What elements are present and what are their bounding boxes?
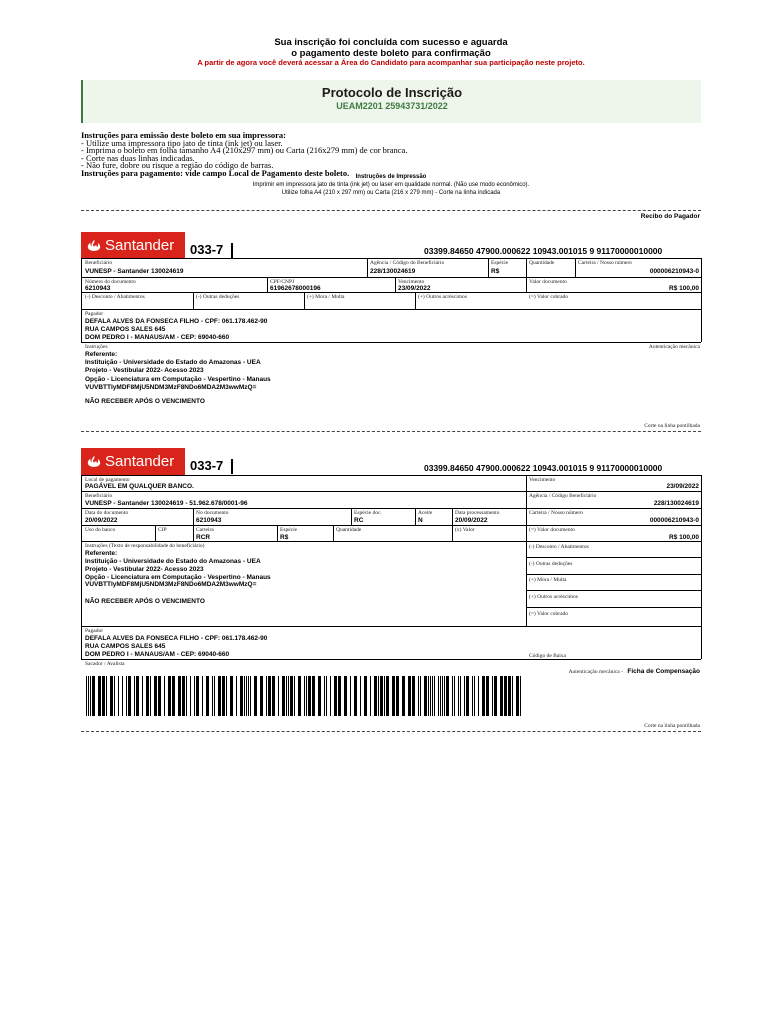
santander-flame-icon [87,455,101,469]
print-instruction-item: - Imprima o boleto em folha tamanho A4 (210x297 mm) ou Carta (216x279 mm) de cor branca. [81,145,408,155]
label-valor-cobrado: (=) Valor cobrado [529,294,569,300]
pagador-line: DEFALA ALVES DA FONSECA FILHO - CPF: 061.178.462-90 [85,635,268,642]
barcode-bar [430,676,431,716]
barcode-bar [88,676,89,716]
barcode-bar [486,676,489,716]
barcode-bar [106,676,107,716]
value-data-documento: 20/09/2022 [85,517,118,524]
label-carteira-nosso: Carteira / Nosso número [529,510,583,516]
barcode-bar [334,676,337,716]
barcode-bar [444,676,445,716]
protocol-code: UEAM2201 25943731/2022 [336,101,448,111]
barcode-bar [378,676,379,716]
santander-name: Santander [105,237,175,254]
instrucoes-line: Instituição - Universidade do Estado do Amazonas - UEA [85,558,261,565]
barcode-bar [226,676,227,716]
label-agencia: Agência / Código Beneficiário [529,493,597,499]
instrucoes-line: Instituição - Universidade do Estado do Amazonas - UEA [85,359,261,366]
barcode-bar [324,676,325,716]
barcode-bar [440,676,441,716]
print-instruction-item: - Não fure, dobre ou risque a região do código de barras. [81,160,274,170]
santander-logo [81,232,185,259]
print-instruction-item: - Corte nas duas linhas indicadas. [81,152,195,163]
label-instrucoes: Instruções [85,344,108,350]
barcode-bar [202,676,203,716]
barcode-bar [508,676,511,716]
barcode-bar [338,676,341,716]
barcode-bar [282,676,285,716]
instrucoes-line: Referente: [85,351,118,358]
barcode-bar [128,676,131,716]
label-especie: Espécie [491,260,509,266]
cut-line [81,210,701,211]
barcode-bar [272,676,275,716]
label-codigo-baixa: Código de Baixa [529,653,566,659]
barcode-bar [420,676,421,716]
barcode-bar [114,676,115,716]
label-mora: (+) Mora / Multa [307,294,345,300]
impressao-title: Instruções de Impressão [355,174,427,180]
label-carteira-nosso: Carteira / Nosso número [578,260,632,266]
pagador-line: RUA CAMPOS SALES 645 [85,643,166,650]
print-instruction-item: - Utilize uma impressora tipo jato de tinta (ink jet) ou laser. [81,137,283,148]
barcode-bar [304,676,305,716]
barcode-bar [194,676,195,716]
barcode-bar [158,676,161,716]
barcode-bar [402,676,405,716]
print-instructions-header: Instruções para emissão deste boleto em sua impressora: [81,130,287,140]
santander-flame-icon [87,239,101,253]
value-agencia: 228/130024619 [370,268,416,275]
label-desconto: (-) Desconto / Abatimentos [85,294,145,300]
value-numero-doc: 6210943 [85,285,111,292]
barcode-bar [298,676,301,716]
barcode-bar [122,676,123,716]
barcode-bar [186,676,187,716]
label-outros-acrescimos: (+) Outros acréscimos [418,294,467,300]
barcode-bar [206,676,209,716]
pagador-line: DEFALA ALVES DA FONSECA FILHO - CPF: 061.178.462-90 [85,318,268,325]
impressao-line-2: Utilize folha A4 (210 x 297 mm) ou Carta (216 x 279 mm) - Corte na linha indicada [281,190,501,196]
barcode-bar [154,676,157,716]
barcode-bar [126,676,127,716]
barcode-bar [248,676,249,716]
impressao-block [81,173,701,197]
barcode-bar [392,676,395,716]
label-uso-banco: Uso do banco [85,527,116,533]
value-data-processamento: 20/09/2022 [455,517,488,524]
pagador-line: DOM PEDRO I - MANAUS/AM - CEP: 69040-660 [85,651,230,658]
barcode [86,676,526,716]
barcode-bar [118,676,119,716]
barcode-bar [464,676,465,716]
barcode-bar [86,676,87,716]
label-valor-doc: Valor documento [529,279,567,285]
barcode-bar [350,676,351,716]
barcode-bar [146,676,149,716]
barcode-bar [418,676,419,716]
label-autenticacao: Autenticação mecânica [648,344,700,350]
barcode-bar [150,676,151,716]
barcode-bar [260,676,263,716]
barcode-bar [278,676,279,716]
label-vencimento: Vencimento [398,279,425,285]
instrucoes-line: VUVBTTIyMDF8MjU5NDM3MzF8NDo6MDA2M3wwMzQ= [85,581,257,588]
barcode-bar [500,676,503,716]
divider [231,243,233,258]
value-beneficiario: VUNESP - Santander 130024619 - 51.962.678/0001-96 [85,500,248,507]
barcode-bar [286,676,287,716]
label-valor-x: (x) Valor [455,527,475,533]
label-desconto: (-) Desconto / Abatimentos [529,544,589,550]
barcode-bar [466,676,469,716]
label-mora: (+) Mora / Multa [529,577,567,583]
value-numero-doc: 6210943 [196,517,222,524]
barcode-bar [110,676,113,716]
barcode-bar [344,676,347,716]
value-cpf-cnpj: 61962678000196 [270,285,321,292]
barcode-bar [452,676,453,716]
value-vencimento: 23/09/2022 [398,285,431,292]
barcode-bar [92,676,95,716]
protocol-title: Protocolo de Inscrição [321,85,463,100]
instrucoes-line: Projeto - Vestibular 2022- Acesso 2023 [85,367,204,374]
barcode-bar [90,676,91,716]
barcode-bar [190,676,191,716]
label-cip: CIP [158,527,167,533]
barcode-bar [360,676,361,716]
barcode-bar [250,676,251,716]
value-carteira: RCR [196,534,211,541]
label-beneficiario: Beneficiário [85,260,113,266]
ficha-footer-right [500,660,700,678]
cut-line-label: Corte na linha pontilhada [644,723,700,729]
label-outras-deducoes: (-) Outras deduções [196,294,240,300]
value-valor-doc: R$ 100,00 [669,534,699,541]
barcode-bar [428,676,429,716]
barcode-bar [460,676,461,716]
instrucoes-line: NÃO RECEBER APÓS O VENCIMENTO [85,598,205,605]
barcode-bar [230,676,233,716]
barcode-bar [294,676,295,716]
barcode-bar [512,676,513,716]
barcode-bar [478,676,479,716]
barcode-bar [312,676,315,716]
value-vencimento: 23/09/2022 [666,483,699,490]
divider [231,459,233,474]
barcode-bar [168,676,171,716]
bank-code: 033-7 [190,242,224,257]
barcode-bar [134,676,135,716]
digitable-line: 03399.84650 47900.000622 10943.001015 9 91170000010000 [424,246,663,256]
label-quantidade: Quantidade [336,527,362,533]
value-local-pagamento: PAGÁVEL EM QUALQUER BANCO. [85,483,194,490]
instrucoes-line: Projeto - Vestibular 2022- Acesso 2023 [85,566,204,573]
barcode-bar [408,676,411,716]
label-valor-cobrado: (=) Valor cobrado [529,611,569,617]
barcode-bar [214,676,215,716]
value-nosso-numero: 000006210943-0 [649,268,699,275]
value-beneficiario: VUNESP - Santander 130024619 [85,268,184,275]
value-aceite: N [418,517,423,524]
barcode-bar [254,676,257,716]
success-line-2: o pagamento deste boleto para confirmação [291,48,491,59]
label-data-documento: Data do documento [85,510,129,516]
barcode-bar [364,676,367,716]
barcode-bar [172,676,175,716]
barcode-bar [246,676,247,716]
santander-logo [81,448,185,475]
barcode-bar [330,676,331,716]
cut-line [81,731,701,732]
barcode-bar [374,676,377,716]
value-especie: R$ [491,268,500,275]
barcode-bar [446,676,449,716]
barcode-bar [306,676,307,716]
barcode-bar [472,676,473,716]
protocol-box [81,80,701,123]
label-pagador: Pagador [85,311,104,317]
barcode-bar [218,676,221,716]
barcode-bar [290,676,293,716]
barcode-bar [98,676,101,716]
barcode-bar [474,676,475,716]
barcode-bar [504,676,507,716]
barcode-bar [520,676,521,716]
barcode-bar [222,676,225,716]
success-line-1: Sua inscrição foi concluída com sucesso e aguarda [274,37,508,48]
barcode-bar [458,676,459,716]
impressao-line-1: Imprimir em impressora jato de tinta (ink jet) ou laser em qualidade normal. (Não use modo econômico). [252,182,530,188]
instrucoes-line: Opção - Licenciatura em Computação - Vespertino - Manaus [85,376,271,383]
barcode-bar [102,676,105,716]
barcode-bar [370,676,371,716]
label-especie: Espécie [280,527,298,533]
barcode-bar [236,676,237,716]
barcode-bar [434,676,435,716]
label-especie-doc: Espécie doc. [354,510,382,516]
label-instrucoes: Instruções (Texto de responsabilidade do beneficiário) [85,543,205,549]
pagador-line: RUA CAMPOS SALES 645 [85,326,166,333]
barcode-bar [354,676,357,716]
value-especie-doc: RC [354,517,364,524]
candidate-area-notice: A partir de agora você deverá acessar a Área do Candidato para acompanhar sua participação neste projeto. [197,58,585,67]
barcode-bar [244,676,245,716]
label-vencimento: Vencimento [529,477,556,483]
recibo-title: Recibo do Pagador [640,213,700,220]
barcode-bar [396,676,399,716]
label-pagador: Pagador [85,628,104,634]
ficha-title: Ficha de Compensação [627,668,700,675]
barcode-bar [164,676,165,716]
instrucoes-line: Referente: [85,550,118,557]
label-sacador: Sacador / Avalista [85,661,125,667]
label-carteira: Carteira [196,527,214,533]
payment-instructions: Instruções para pagamento: vide campo Local de Pagamento deste boleto. [81,167,350,178]
barcode-bar [386,676,389,716]
label-agencia: Agência / Código do Beneficiário [370,260,445,266]
label-numero-doc: Número do documento [85,279,136,285]
instrucoes-line: Opção - Licenciatura em Computação - Vespertino - Manaus [85,574,271,581]
label-quantidade: Quantidade [529,260,555,266]
label-outras-deducoes: (-) Outras deduções [529,561,573,567]
barcode-bar [268,676,271,716]
barcode-bar [212,676,213,716]
label-autenticacao: Autenticação mecânica - [568,669,623,675]
label-valor-doc: (=) Valor documento [529,527,575,533]
digitable-line: 03399.84650 47900.000622 10943.001015 9 91170000010000 [424,463,663,473]
label-aceite: Aceite [418,510,433,516]
bank-code: 033-7 [190,458,224,473]
barcode-bar [178,676,181,716]
barcode-bar [432,676,433,716]
barcode-bar [266,676,267,716]
barcode-bar [438,676,439,716]
value-valor-doc: R$ 100,00 [669,285,699,292]
barcode-bar [196,676,199,716]
barcode-bar [288,676,289,716]
barcode-bar [482,676,485,716]
value-nosso-numero: 000006210943-0 [649,517,699,524]
value-agencia: 228/130024619 [653,500,699,507]
print-instructions [81,132,701,177]
label-cpf-cnpj: CPF/CNPJ [270,279,295,285]
barcode-bar [380,676,383,716]
barcode-bar [182,676,185,716]
barcode-bar [240,676,243,716]
barcode-bar [424,676,427,716]
barcode-bar [516,676,519,716]
pagador-line: DOM PEDRO I - MANAUS/AM - CEP: 69040-660 [85,334,230,341]
barcode-bar [412,676,415,716]
success-message [0,37,768,59]
value-especie: R$ [280,534,289,541]
barcode-bar [494,676,497,716]
instrucoes-line: VUVBTTIyMDF8MjU5NDM3MzF8NDo6MDA2M3wwMzQ= [85,384,257,391]
cut-line [81,431,701,432]
barcode-bar [384,676,385,716]
label-numero-doc: No documento [196,510,229,516]
barcode-bar [318,676,321,716]
instrucoes-line: NÃO RECEBER APÓS O VENCIMENTO [85,398,205,405]
barcode-bar [308,676,311,716]
barcode-bar [326,676,327,716]
label-data-processamento: Data processamento [455,510,500,516]
barcode-bar [136,676,139,716]
barcode-bar [442,676,443,716]
label-beneficiario: Beneficiário [85,493,113,499]
cut-line-label: Corte na linha pontilhada [644,423,700,429]
label-local-pagamento: Local de pagamento [85,477,130,483]
barcode-bar [492,676,493,716]
barcode-bar [142,676,143,716]
label-outros-acrescimos: (+) Outros acréscimos [529,594,578,600]
barcode-bar [454,676,455,716]
santander-name: Santander [105,453,175,470]
